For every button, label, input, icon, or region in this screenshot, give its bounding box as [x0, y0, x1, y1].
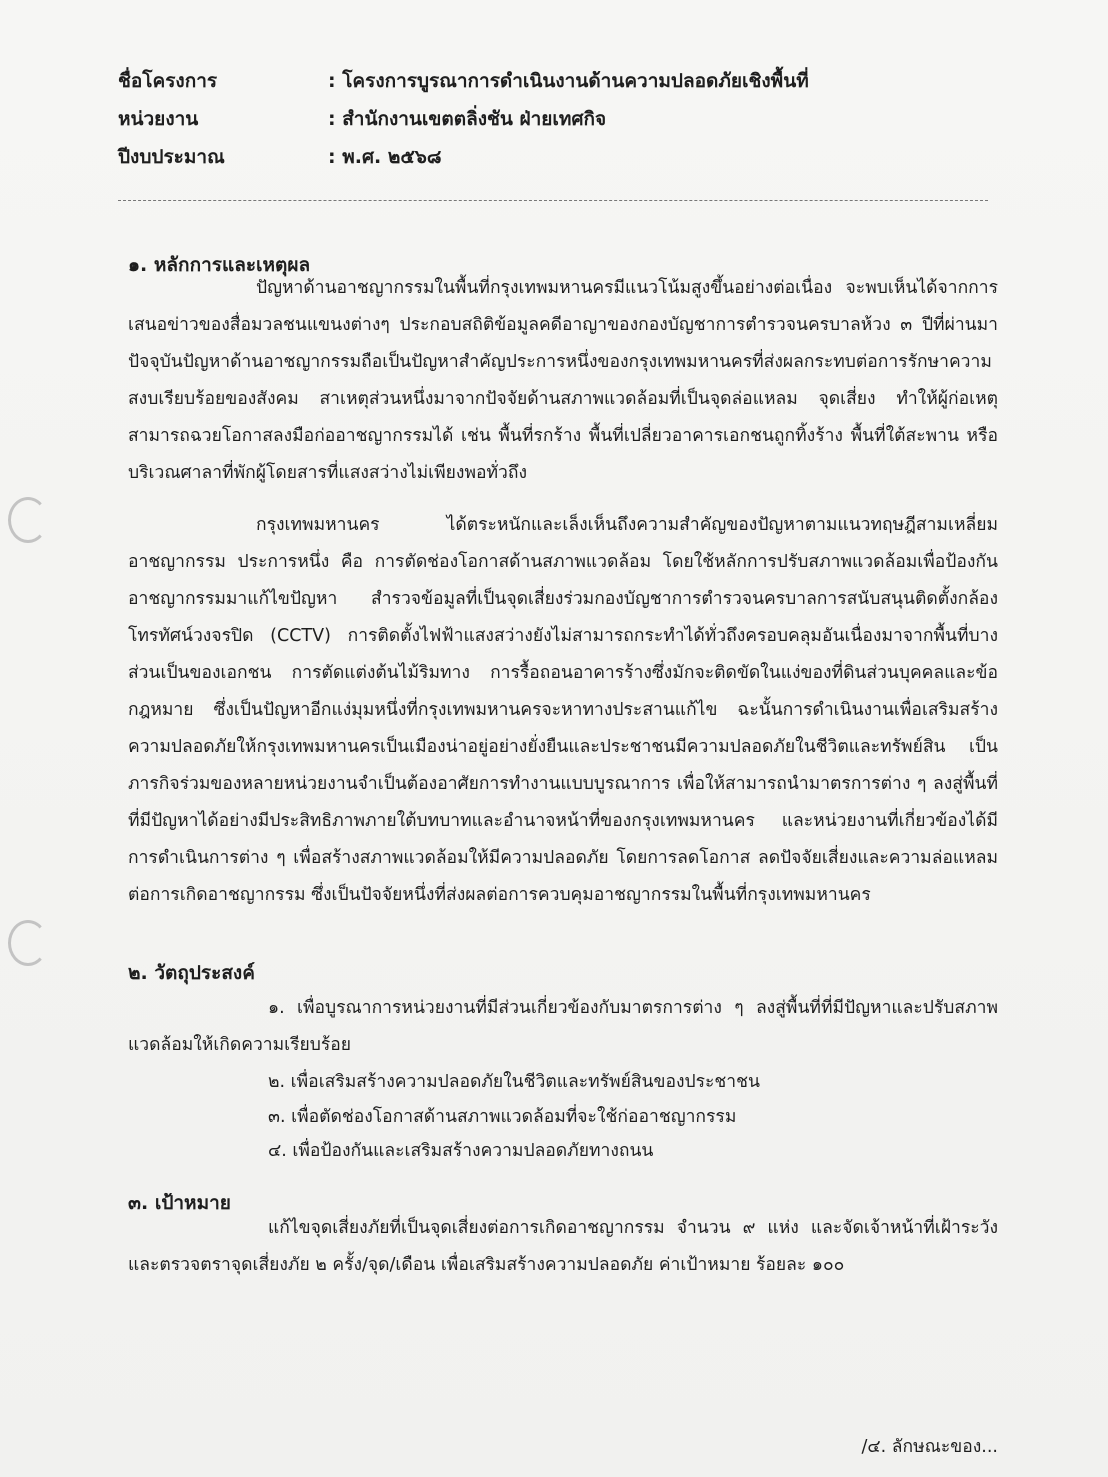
punch-hole-icon — [8, 920, 48, 966]
budget-label: ปีงบประมาณ — [118, 146, 225, 168]
header-agency-row — [118, 104, 606, 134]
section1-paragraph-2: กรุงเทพมหานคร ได้ตระหนักและเล็งเห็นถึงความสำคัญของปัญหาตามแนวทฤษฎีสามเหลี่ยมอาชญากรรม ประการหนึ่ง คือ การตัดช่องโอกาสด้านสภาพแวดล้อม โดยใช้หลักการปรับสภาพแวดล้อมเพื่อป้องกันอาชญากรรมมาแก้ไขปัญหา สำรวจข้อมูลที่เป็นจุดเสี่ยงร่วมกองบัญชาการตำรวจนครบาลการสนับสนุนติดตั้งกล้องโทรทัศน์วงจรปิด (CCTV) การติดตั้งไฟฟ้าแสงสว่างยังไม่สามารถกระทำได้ทั่วถึงครอบคลุมอันเนื่องมาจากพื้นที่บางส่วนเป็นของเอกชน การตัดแต่งต้นไม้ริมทาง การรื้อถอนอาคารร้างซึ่งมักจะติดขัดในแง่ของที่ดินส่วนบุคคลและข้อกฎหมาย ซึ่งเป็นปัญหาอีกแง่มุมหนึ่งที่กรุงเทพมหานครจะหาทางประสานแก้ไข ฉะนั้นการดำเนินงานเพื่อเสริมสร้างความปลอดภัยให้กรุงเทพมหานครเป็นเมืองน่าอยู่อย่างยั่งยืนและประชาชนมีความปลอดภัยในชีวิตและทรัพย์สิน เป็นภารกิจร่วมของหลายหน่วยงานจำเป็นต้องอาศัยการทำงานแบบบูรณาการ เพื่อให้สามารถนำมาตรการต่าง ๆ ลงสู่พื้นที่ที่มีปัญหาได้อย่างมีประสิทธิภาพภายใต้บทบาทและอำนาจหน้าที่ของกรุงเทพมหานคร และหน่วยงานที่เกี่ยวข้องได้มีการดำเนินการต่าง ๆ เพื่อสร้างสภาพแวดล้อมให้มีความปลอดภัย โดยการลดโอกาส ลดปัจจัยเสี่ยงและความล่อแหลมต่อการเกิดอาชญากรรม ซึ่งเป็นปัจจัยหนึ่งที่ส่งผลต่อการควบคุมอาชญากรรมในพื้นที่กรุงเทพมหานคร — [128, 515, 998, 905]
header-budget-row — [118, 142, 441, 172]
objective-item-3: ๓. เพื่อตัดช่องโอกาสด้านสภาพแวดล้อมที่จะใช้ก่ออาชญากรรม — [268, 1107, 737, 1127]
section2-title: ๒. วัตถุประสงค์ — [128, 962, 255, 984]
objective-item-1: ๑. เพื่อบูรณาการหน่วยงานที่มีส่วนเกี่ยวข้องกับมาตรการต่าง ๆ ลงสู่พื้นที่ที่มีปัญหาและปรับสภาพแวดล้อมให้เกิดความเรียบร้อย — [128, 998, 998, 1055]
objective-item-4: ๔. เพื่อป้องกันและเสริมสร้างความปลอดภัยทางถนน — [268, 1141, 654, 1161]
budget-value: : พ.ศ. ๒๕๖๘ — [328, 146, 442, 168]
objective-item-2: ๒. เพื่อเสริมสร้างความปลอดภัยในชีวิตและทรัพย์สินของประชาชน — [268, 1072, 760, 1092]
continuation-note: /๔. ลักษณะของ... — [861, 1437, 998, 1457]
agency-label: หน่วยงาน — [118, 108, 199, 130]
section1-title: ๑. หลักการและเหตุผล — [128, 254, 311, 276]
project-value: : โครงการบูรณาการดำเนินงานด้านความปลอดภัยเชิงพื้นที่ — [328, 70, 809, 92]
agency-value: : สำนักงานเขตตลิ่งชัน ฝ่ายเทศกิจ — [328, 108, 607, 130]
punch-hole-icon — [8, 497, 48, 543]
section3-text: แก้ไขจุดเสี่ยงภัยที่เป็นจุดเสี่ยงต่อการเกิดอาชญากรรม จำนวน ๙ แห่ง และจัดเจ้าหน้าที่เฝ้าระวังและตรวจตราจุดเสี่ยงภัย ๒ ครั้ง/จุด/เดือน เพื่อเสริมสร้างความปลอดภัย ค่าเป้าหมาย ร้อยละ ๑๐๐ — [128, 1218, 998, 1275]
section3-title: ๓. เป้าหมาย — [128, 1192, 231, 1214]
section1-paragraph-1: ปัญหาด้านอาชญากรรมในพื้นที่กรุงเทพมหานครมีแนวโน้มสูงขึ้นอย่างต่อเนื่อง จะพบเห็นได้จากการเสนอข่าวของสื่อมวลชนแขนงต่างๆ ประกอบสถิติข้อมูลคดีอาญาของกองบัญชาการตำรวจนครบาลห้วง ๓ ปีที่ผ่านมา ปัจจุบันปัญหาด้านอาชญากรรมถือเป็นปัญหาสำคัญประการหนึ่งของกรุงเทพมหานครที่ส่งผลกระทบต่อการรักษาความสงบเรียบร้อยของสังคม สาเหตุส่วนหนึ่งมาจากปัจจัยด้านสภาพแวดล้อมที่เป็นจุดล่อแหลม จุดเสี่ยง ทำให้ผู้ก่อเหตุสามารถฉวยโอกาสลงมือก่ออาชญากรรมได้ เช่น พื้นที่รกร้าง พื้นที่เปลี่ยวอาคารเอกชนถูกทิ้งร้าง พื้นที่ใต้สะพาน หรือบริเวณศาลาที่พักผู้โดยสารที่แสงสว่างไม่เพียงพอทั่วถึง — [128, 278, 998, 483]
header-project-row — [118, 66, 809, 96]
header-divider — [118, 200, 988, 201]
project-label: ชื่อโครงการ — [118, 70, 218, 92]
